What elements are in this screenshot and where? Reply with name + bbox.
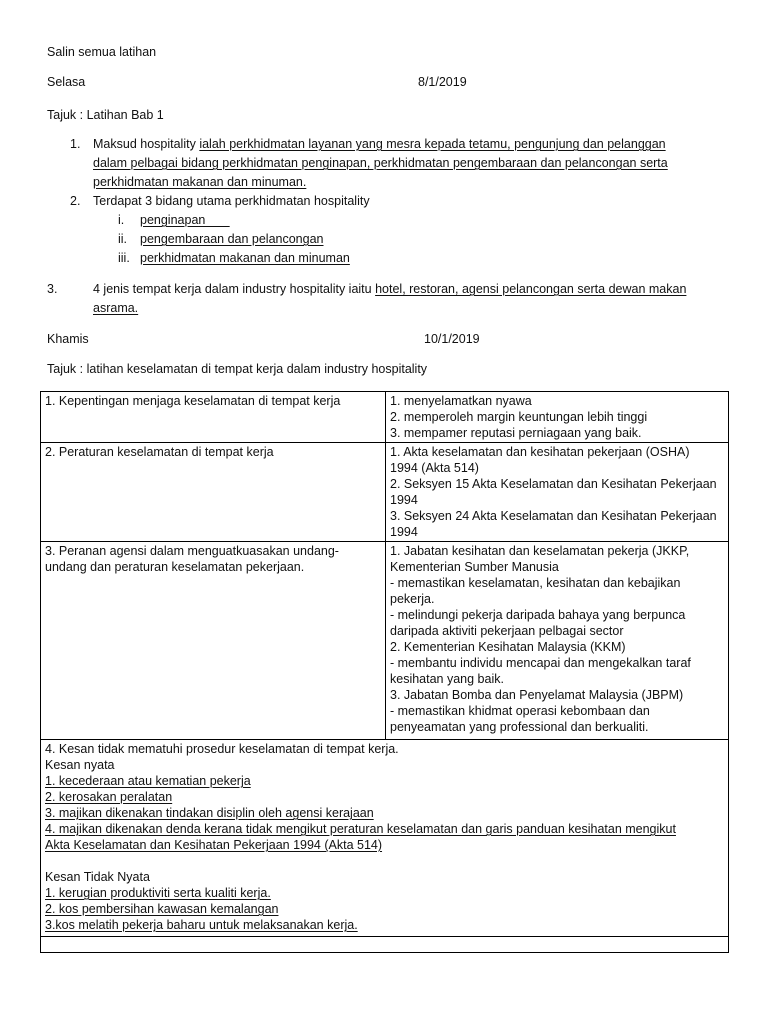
table-row (41, 740, 729, 937)
topic-title: Tajuk : Latihan Bab 1 (47, 108, 164, 122)
sub-item: perkhidmatan makanan dan minuman (140, 251, 350, 265)
cell-line: 2. Kementerian Kesihatan Malaysia (KKM) (390, 640, 626, 654)
page-heading: Salin semua latihan (47, 45, 157, 59)
list-item-1-lead: Maksud hospitality (93, 137, 196, 151)
table-cell (386, 443, 729, 542)
cell-line: 1994 (390, 525, 418, 539)
list-number: 1. (70, 137, 81, 151)
cell-line: kesihatan yang baik. (390, 672, 504, 686)
list-number: 2. (70, 194, 81, 208)
cell-line: 2. Seksyen 15 Akta Keselamatan dan Kesihatan Pekerjaan (390, 477, 717, 491)
list-item-2-text: Terdapat 3 bidang utama perkhidmatan hospitality (93, 194, 370, 208)
list-item-3-line2: asrama. (93, 301, 139, 315)
cell-line: 1. Jabatan kesihatan dan keselamatan pekerja (JKKP, (390, 544, 690, 558)
table-row (41, 443, 729, 542)
cell-line: 1. menyelamatkan nyawa (390, 394, 532, 408)
cell-line: 1994 (390, 493, 418, 507)
cell-line: Kementerian Sumber Manusia (390, 560, 559, 574)
table-row (41, 937, 729, 953)
cell-line: 1. kerugian produktiviti serta kualiti kerja. (45, 886, 271, 900)
cell-line: Akta Keselamatan dan Kesihatan Pekerjaan 1994 (Akta 514) (45, 838, 383, 852)
sub-number: ii. (118, 232, 128, 246)
day-label: Khamis (47, 332, 89, 346)
list-item-1-line3: perkhidmatan makanan dan minuman. (93, 175, 307, 189)
cell-text: 2. Peraturan keselamatan di tempat kerja (45, 445, 274, 459)
table-cell (41, 443, 386, 542)
table-row (41, 392, 729, 443)
cell-line: 3. Jabatan Bomba dan Penyelamat Malaysia (JBPM) (390, 688, 684, 702)
list-number: 3. (47, 282, 58, 296)
list-item-3-lead: 4 jenis tempat kerja dalam industry hospitality iaitu (93, 282, 372, 296)
cell-line: 2. kerosakan peralatan (45, 790, 173, 804)
cell-line: - membantu individu mencapai dan mengekalkan taraf (390, 656, 691, 670)
list-item-1-line2: dalam pelbagai bidang perkhidmatan penginapan, perkhidmatan pengembaraan dan pelancongan serta (93, 156, 668, 170)
cell-line: 2. kos pembersihan kawasan kemalangan (45, 902, 279, 916)
cell-line: 3. mempamer reputasi perniagaan yang baik. (390, 426, 642, 440)
table-cell (41, 740, 729, 937)
table-cell (41, 937, 729, 953)
cell-line: 4. majikan dikenakan denda kerana tidak mengikut peraturan keselamatan dan garis panduan kesihatan mengikut (45, 822, 676, 836)
table-cell (41, 542, 386, 740)
topic-title: Tajuk : latihan keselamatan di tempat kerja dalam industry hospitality (47, 362, 428, 376)
cell-line: undang dan peraturan keselamatan pekerjaan. (45, 560, 305, 574)
cell-line: 3.kos melatih pekerja baharu untuk melaksanakan kerja. (45, 918, 358, 932)
cell-line: - memastikan khidmat operasi kebombaan dan (390, 704, 650, 718)
table-cell (386, 542, 729, 740)
spacer (45, 853, 723, 869)
table-row (41, 542, 729, 740)
date-label: 10/1/2019 (424, 332, 480, 346)
table-cell (386, 392, 729, 443)
cell-line: 3. majikan dikenakan tindakan disiplin oleh agensi kerajaan (45, 806, 374, 820)
list-item-3-workplaces: hotel, restoran, agensi pelancongan serta dewan makan (375, 282, 687, 296)
cell-line: 1. kecederaan atau kematian pekerja (45, 774, 251, 788)
cell-line: 2. memperoleh margin keuntungan lebih tinggi (390, 410, 648, 424)
safety-table (40, 391, 729, 953)
cell-line: penyeamatan yang professional dan berkualiti. (390, 720, 649, 734)
list-item-1-line1 (93, 137, 666, 151)
sub-number: iii. (118, 251, 130, 265)
table-cell (41, 392, 386, 443)
list-item-1-definition: ialah perkhidmatan layanan yang mesra kepada tetamu, pengunjung dan pelanggan (199, 137, 666, 151)
cell-line: 3. Peranan agensi dalam menguatkuasakan undang- (45, 544, 339, 558)
cell-text: 1. Kepentingan menjaga keselamatan di tempat kerja (45, 394, 341, 408)
cell-heading: 4. Kesan tidak mematuhi prosedur keselamatan di tempat kerja. (45, 742, 399, 756)
cell-line: daripada aktiviti pekerjaan pelbagai sector (390, 624, 624, 638)
subsection-title: Kesan Tidak Nyata (45, 870, 150, 884)
sub-item: penginapan (140, 213, 230, 227)
day-label: Selasa (47, 75, 86, 89)
sub-number: i. (118, 213, 125, 227)
subsection-title: Kesan nyata (45, 758, 115, 772)
date-label: 8/1/2019 (418, 75, 467, 89)
cell-line: 1. Akta keselamatan dan kesihatan pekerjaan (OSHA) (390, 445, 690, 459)
cell-line: pekerja. (390, 592, 435, 606)
cell-line: 1994 (Akta 514) (390, 461, 479, 475)
cell-line: - melindungi pekerja daripada bahaya yang berpunca (390, 608, 686, 622)
list-item-3-line1 (93, 282, 686, 296)
sub-item: pengembaraan dan pelancongan (140, 232, 324, 246)
cell-line: - memastikan keselamatan, kesihatan dan kebajikan (390, 576, 681, 590)
cell-line: 3. Seksyen 24 Akta Keselamatan dan Kesihatan Pekerjaan (390, 509, 717, 523)
